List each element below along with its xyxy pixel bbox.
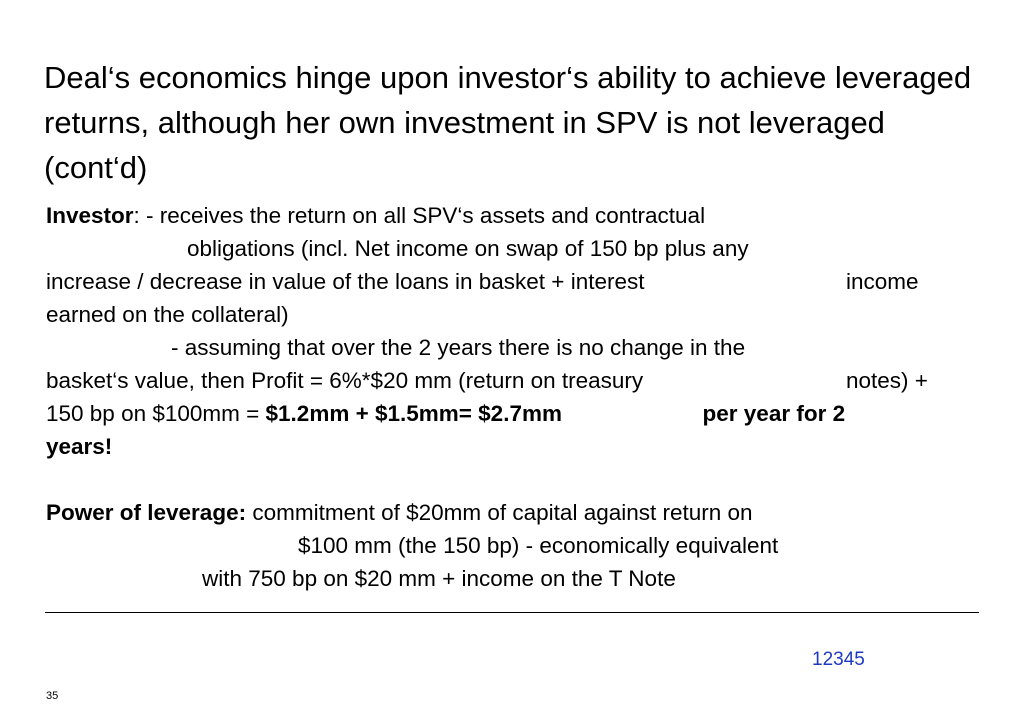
investor-text-5: - assuming that over the 2 years there is no change in the: [171, 335, 746, 360]
investor-text-3b: income: [846, 269, 919, 294]
investor-line-2: [46, 232, 986, 265]
slide-title: Deal‘s economics hinge upon investor‘s ability to achieve leveraged returns, although her own investment in SPV is not leveraged (cont‘d): [44, 60, 972, 185]
investor-text-6b: notes) +: [846, 368, 928, 393]
leverage-text-1: commitment of $20mm of capital against return on: [246, 500, 753, 525]
page-number: 35: [46, 690, 59, 702]
leverage-label: Power of leverage:: [46, 500, 247, 525]
profit-period: per year for 2: [702, 401, 846, 426]
footer-divider: [45, 612, 979, 613]
investor-line-1: [46, 199, 986, 232]
investor-line-5: [46, 331, 986, 364]
investor-text-4: earned on the collateral): [46, 302, 289, 327]
investor-text-1: : - receives the return on all SPV‘s assets and contractual: [133, 203, 706, 228]
investor-text-3a: increase / decrease in value of the loans in basket + interest: [46, 269, 645, 294]
investor-line-4: [46, 298, 986, 331]
investor-text-7a: 150 bp on $100mm =: [46, 401, 266, 426]
spacer: [46, 463, 986, 496]
profit-figures: $1.2mm + $1.5mm= $2.7mm: [265, 401, 562, 426]
leverage-text-2: $100 mm (the 150 bp) - economically equivalent: [298, 533, 779, 558]
leverage-line-2: [46, 529, 986, 562]
footer-code: 12345: [812, 649, 865, 670]
profit-exclamation: years!: [46, 434, 113, 459]
leverage-line-1: [46, 496, 986, 529]
leverage-text-3: with 750 bp on $20 mm + income on the T Note: [202, 566, 676, 591]
slide-body: [46, 199, 986, 595]
investor-line-8: [46, 430, 986, 463]
leverage-line-3: [46, 562, 986, 595]
investor-line-7: [46, 397, 986, 430]
investor-label: Investor: [46, 203, 134, 228]
investor-text-2: obligations (incl. Net income on swap of 150 bp plus any: [187, 236, 749, 261]
investor-line-6: [46, 364, 986, 397]
investor-text-6a: basket‘s value, then Profit = 6%*$20 mm (return on treasury: [46, 368, 644, 393]
investor-line-3: [46, 265, 986, 298]
